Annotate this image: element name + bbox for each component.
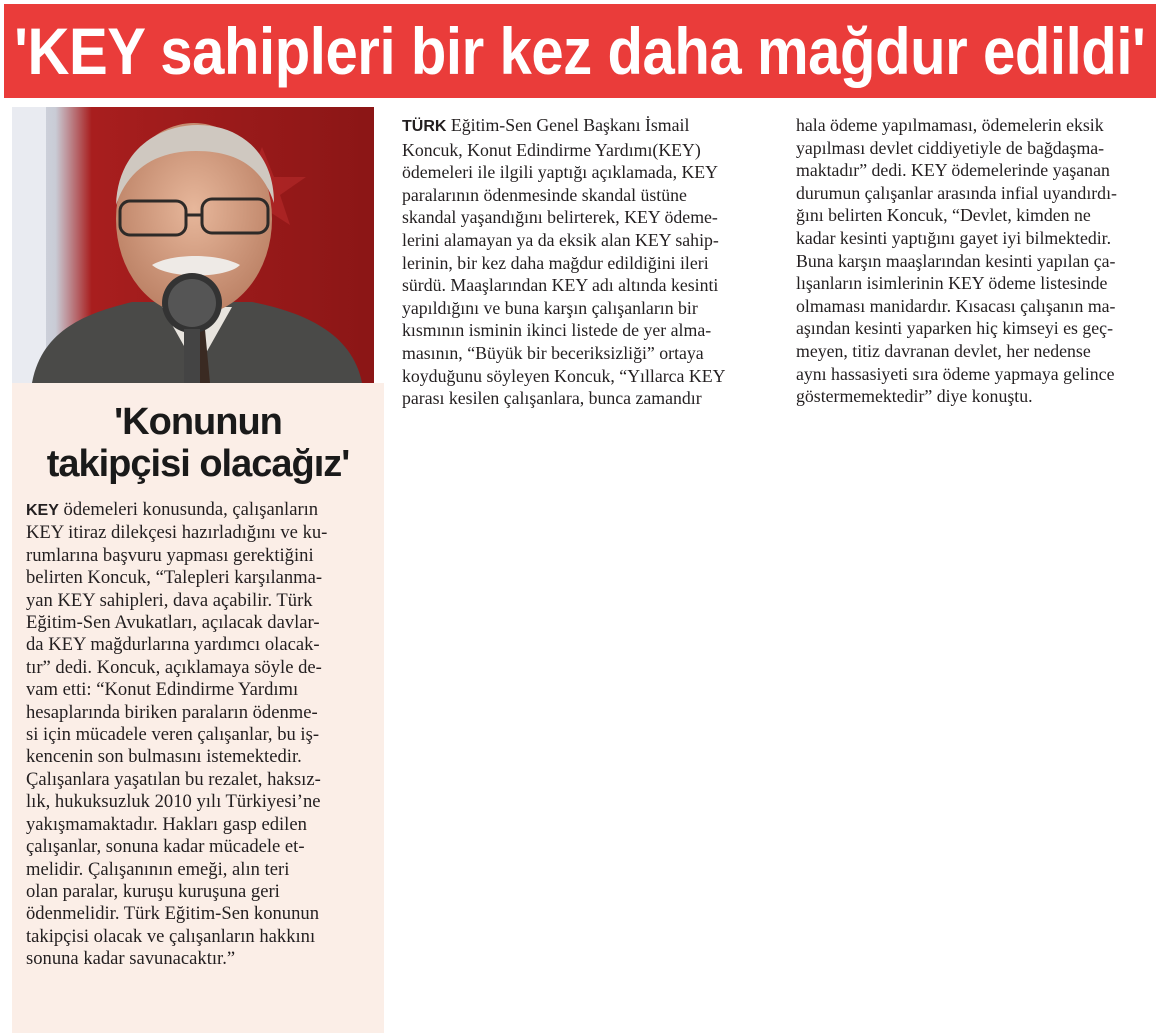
article-column-2: [796, 114, 1158, 408]
headline: 'KEY sahipleri bir kez daha mağdur edildi': [14, 14, 1146, 88]
man-at-microphone-photo: [12, 107, 374, 383]
column2-line: lışanların isimlerinin KEY ödeme listesinde: [796, 273, 1108, 294]
sidebar-body: [26, 499, 370, 971]
sidebar-line: takipçisi olacak ve çalışanların hakkını: [26, 925, 316, 947]
article-column-1: [402, 114, 764, 410]
sidebar-line: vam etti: “Konut Edindirme Yardımı: [26, 679, 299, 701]
sidebar-line: melidir. Çalışanının emeği, alın teri: [26, 858, 290, 880]
column1-line-text: Eğitim-Sen Genel Başkanı İsmail: [446, 115, 690, 135]
column2-line: Buna karşın maaşlarından kesinti yapılan ça-: [796, 250, 1116, 271]
sidebar-line: yan KEY sahipleri, dava açabilir. Türk: [26, 589, 313, 611]
column2-line: yapılması devlet ciddiyetiyle de bağdaşma-: [796, 137, 1105, 158]
sidebar-lead-word: KEY: [26, 502, 59, 519]
sidebar-line: da KEY mağdurlarına yardımcı olacak-: [26, 634, 320, 656]
column2-line: ğını belirten Koncuk, “Devlet, kimden ne: [796, 205, 1091, 226]
sidebar-line: çalışanlar, sonuna kadar mücadele et-: [26, 836, 305, 858]
column2-line: hala ödeme yapılmaması, ödemelerin eksik: [796, 115, 1104, 135]
column2-line: durumun çalışanlar arasında infial uyandırdı-: [796, 182, 1117, 203]
sidebar-line: Eğitim-Sen Avukatları, açılacak davlar-: [26, 612, 320, 634]
column2-line: göstermemektedir” diye konuştu.: [796, 386, 1033, 407]
column1-line: skandal yaşandığını belirterek, KEY ödeme-: [402, 207, 718, 228]
column2-line: olmaması manidardır. Kısacası çalışanın ma-: [796, 295, 1116, 316]
sidebar-box: [12, 383, 384, 1033]
column1-line: kısmının isminin ikinci listede de yer alma-: [402, 320, 712, 341]
column1-line: paralarının ödenmesinde skandal üstüne: [402, 184, 687, 205]
column2-line: maktadır” dedi. KEY ödemelerinde yaşanan: [796, 160, 1110, 181]
subhead-line-1: 'Konunun: [114, 401, 282, 443]
column2-line: kadar kesinti yaptığını gayet iyi bilmektedir.: [796, 227, 1112, 248]
column1-line: [402, 114, 764, 139]
sidebar-line: KEY itiraz dilekçesi hazırladığını ve ku-: [26, 522, 328, 544]
column1-line: Koncuk, Konut Edindirme Yardımı(KEY): [402, 139, 701, 160]
sidebar-line: rumlarına başvuru yapması gerektiğini: [26, 544, 314, 566]
sidebar-line: belirten Koncuk, “Talepleri karşılanma-: [26, 567, 323, 589]
column1-line: sürdü. Maaşlarından KEY adı altında kesinti: [402, 275, 719, 296]
subhead-line-2: takipçisi olacağız': [46, 443, 350, 485]
sidebar-line: Çalışanlara yaşatılan bu rezalet, haksız-: [26, 768, 321, 790]
column2-line: aşından kesinti yaparken hiç kimseyi es geç-: [796, 318, 1113, 339]
sidebar-line: sonuna kadar savunacaktır.”: [26, 948, 236, 970]
column2-line: aynı hassasiyeti sıra ödeme yapmaya gelince: [796, 363, 1115, 384]
sidebar-line: [26, 499, 370, 522]
column1-line: masının, “Büyük bir beceriksizliği” ortaya: [402, 342, 704, 363]
sidebar-line: ödenmelidir. Türk Eğitim-Sen konunun: [26, 903, 319, 925]
sidebar-line: olan paralar, kuruşu kuruşuna geri: [26, 880, 280, 902]
sidebar-line-text: ödemeleri konusunda, çalışanların: [58, 499, 319, 520]
sidebar-line: yakışmamaktadır. Hakları gasp edilen: [26, 813, 307, 835]
column1-line: yapıldığını ve buna karşın çalışanların bir: [402, 297, 698, 318]
column1-lead-word: TÜRK: [402, 118, 447, 135]
sidebar-line: tır” dedi. Koncuk, açıklamaya söyle de-: [26, 656, 322, 678]
column2-line: meyen, titiz davranan devlet, her nedense: [796, 340, 1091, 361]
column1-line: lerinin, bir kez daha mağdur edildiğini ileri: [402, 252, 709, 273]
article-photo: [12, 107, 374, 383]
column1-line: parası kesilen çalışanlara, bunca zamandır: [402, 388, 702, 409]
sidebar-line: hesaplarında biriken paraların ödenme-: [26, 701, 318, 723]
column1-line: ödemeleri ile ilgili yaptığı açıklamada, KEY: [402, 162, 719, 183]
sidebar-line: si için mücadele veren çalışanlar, bu iş-: [26, 724, 320, 746]
sidebar-subheading: [26, 401, 370, 485]
sidebar-line: kencenin son bulmasını istemektedir.: [26, 746, 302, 768]
sidebar-line: lık, hukuksuzluk 2010 yılı Türkiyesi’ne: [26, 791, 321, 813]
column1-line: lerini alamayan ya da eksik alan KEY sahip-: [402, 229, 719, 250]
headline-banner: [4, 4, 1156, 98]
column1-line: koyduğunu söyleyen Koncuk, “Yıllarca KEY: [402, 365, 726, 386]
